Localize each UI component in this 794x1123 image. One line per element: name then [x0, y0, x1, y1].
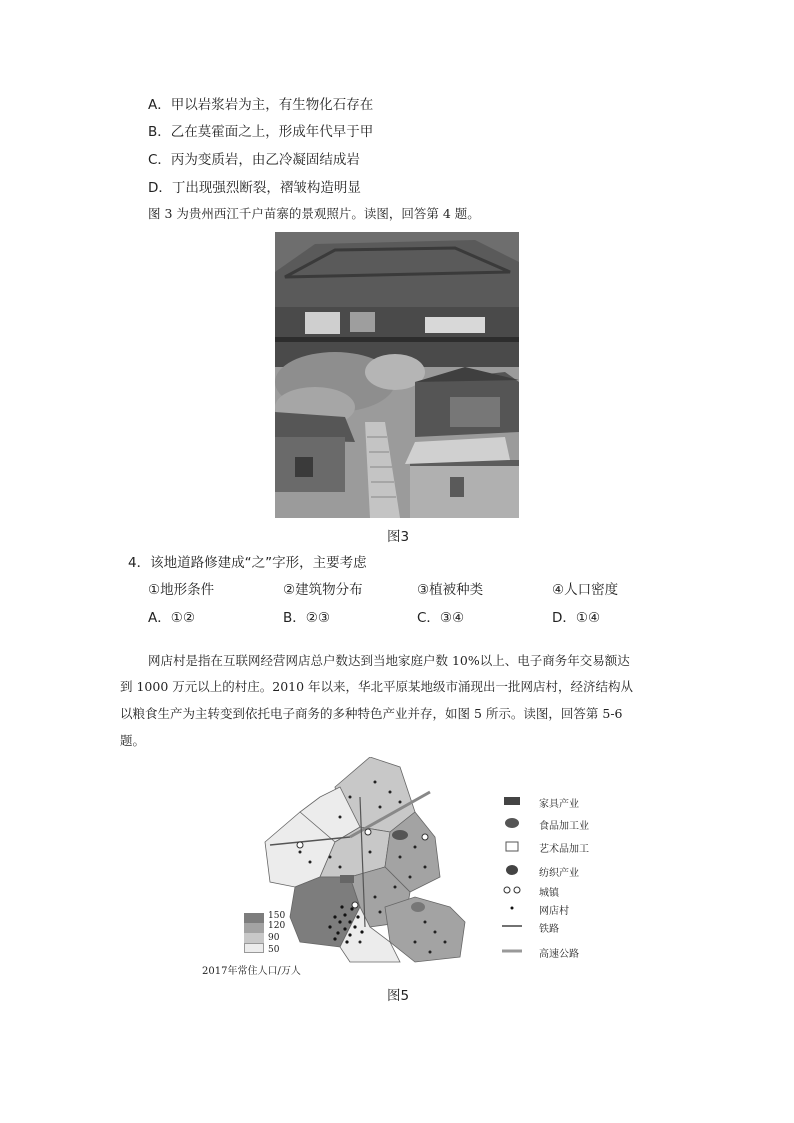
online-village-dot-icon	[502, 902, 522, 914]
option-a: A．甲以岩浆岩为主，有生物化石存在	[148, 97, 374, 113]
scale-50: 50	[268, 945, 280, 955]
art-craft-icon	[502, 840, 522, 852]
q4-item-2: ②建筑物分布	[283, 582, 363, 598]
scale-150: 150	[268, 911, 286, 921]
scale-90: 90	[268, 933, 280, 943]
railway-line-icon	[502, 920, 522, 932]
q4-item-4: ④人口密度	[552, 582, 619, 598]
fig3-caption: 图3	[387, 529, 410, 545]
furniture-icon	[502, 795, 522, 807]
passage-line-2: 到 1000 万元以上的村庄。2010 年以来，华北平原某地级市涌现出一批网店村，经济结构从	[120, 679, 634, 694]
passage-line-4: 题。	[120, 733, 146, 748]
q4-stem: 4．该地道路修建成“之”字形，主要考虑	[128, 555, 367, 571]
q4-choice-a: A．①②	[148, 610, 195, 626]
passage-line-3: 以粮食生产为主转变到依托电子商务的多种特色产业并存，如图 5 所示。读图，回答第 5-6	[120, 706, 623, 721]
highway-line-icon	[502, 945, 522, 957]
town-icon	[502, 884, 522, 896]
option-c: C．丙为变质岩，由乙冷凝固结成岩	[148, 152, 360, 168]
q4-item-3: ③植被种类	[417, 582, 484, 598]
food-processing-icon	[502, 817, 522, 829]
fig5-caption: 图5	[387, 988, 410, 1004]
option-d: D．丁出现强烈断裂，褶皱构造明显	[148, 180, 361, 196]
q4-choice-b: B．②③	[283, 610, 330, 626]
q4-item-1: ①地形条件	[148, 582, 215, 598]
scale-120: 120	[268, 921, 286, 931]
option-b: B．乙在莫霍面之上，形成年代早于甲	[148, 124, 374, 140]
population-scale	[244, 913, 264, 953]
textile-icon	[502, 864, 522, 876]
q4-choice-c: C．③④	[417, 610, 465, 626]
village-photo	[275, 232, 519, 518]
fig3-intro: 图 3 为贵州西江千户苗寨的景观照片。读图，回答第 4 题。	[148, 206, 480, 221]
q4-choice-d: D．①④	[552, 610, 601, 626]
scale-title: 2017年常住人口/万人	[202, 966, 301, 977]
passage-line-1: 网店村是指在互联网经营网店总户数达到当地家庭户数 10%以上、电子商务年交易额达	[148, 653, 630, 668]
